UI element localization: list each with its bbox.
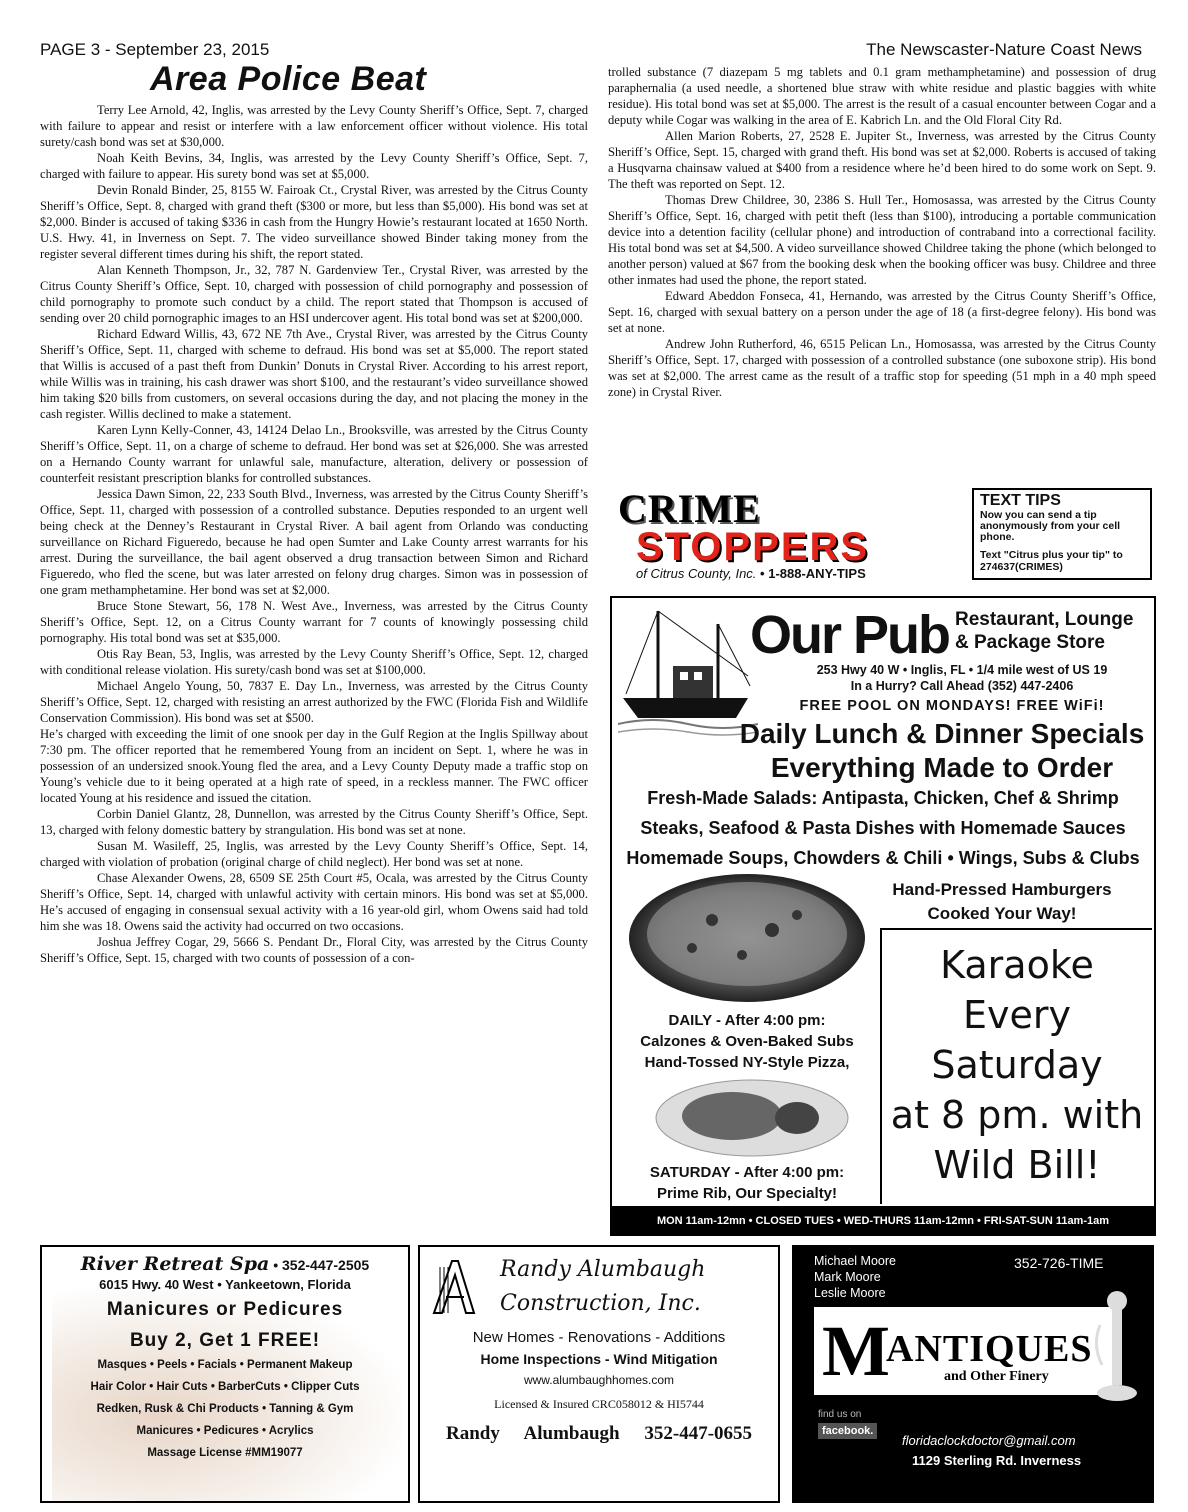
pub-burger-line2: Cooked Your Way! bbox=[927, 904, 1077, 923]
pub-menu-line: Homemade Soups, Chowders & Chili • Wings, Subs & Clubs bbox=[626, 848, 1140, 868]
pub-made-to-order: Everything Made to Order bbox=[770, 752, 1114, 783]
article-paragraph: Edward Abeddon Fonseca, 41, Hernando, was arrested by the Citrus County Sheriff’s Office, Sept. 16, charged with sexual battery on a person under the age of 18 (a first-degree felony). His bond was set at none. bbox=[608, 289, 1156, 335]
text-tips-line2: Text "Citrus plus your tip" to 274637(CRIMES) bbox=[980, 549, 1123, 573]
randy-inspections: Home Inspections - Wind Mitigation bbox=[480, 1351, 718, 1367]
article-paragraph: Terry Lee Arnold, 42, Inglis, was arrested by the Levy County Sheriff’s Office, Sept. 7, charged with failure to appear and resist or interfere with a law enforcement officer without violence. His total surety/cash bond was set at $30,000. bbox=[40, 103, 588, 149]
pub-address-line: 253 Hwy 40 W • Inglis, FL • 1/4 mile west of US 19 bbox=[816, 663, 1108, 677]
crime-stoppers-ad bbox=[618, 486, 958, 581]
page-date: PAGE 3 - September 23, 2015 bbox=[40, 40, 270, 59]
article-paragraph: Andrew John Rutherford, 46, 6515 Pelican Ln., Homosassa, was arrested by the Citrus County Sheriff’s Office, Sept. 17, charged with possession of a controlled substance (one suboxone strip). His bond was set at $2,000. The arrest came as the result of a traffic stop for speeding (51 mph in a 40 mph speed zone) in Crystal River. bbox=[608, 337, 1156, 399]
mantiques-email: floridaclockdoctor@gmail.com bbox=[902, 1433, 1076, 1448]
article-paragraph: Karen Lynn Kelly-Conner, 43, 14124 Delao Ln., Brooksville, was arrested by the Citrus County Sheriff’s Office, Sept. 11, on a charge of scheme to defraud. Her bond was set at $26,000. She was arrested on a Hernando County warrant for unlawful sale, manufacture, alteration, delivery or possession of counterfeit resistant prescription blanks for controlled substances. bbox=[40, 423, 588, 485]
spa-title: River Retreat Spa bbox=[80, 1253, 270, 1275]
pub-daily-after4 bbox=[612, 1010, 882, 1073]
pub-saturday bbox=[612, 1162, 882, 1204]
article-paragraph: Richard Edward Willis, 43, 672 NE 7th Ave., Crystal River, was arrested by the Citrus County Sheriff’s Office, Sept. 11, charged with scheme to defraud. His bond was set at $5,000. The report stated that Willis is accused of a past theft from Dunkin’ Donuts in Crystal River. According to his arrest report, while Willis was in training, his cash drawer was short $100, and the restaurant’s video surveillance showed him taking $20 bills from customers, on several occasions during the day, and not placing the money in the cash register. Willis declined to make a statement. bbox=[40, 327, 588, 421]
article-left-column bbox=[40, 102, 588, 1230]
randy-services: New Homes - Renovations - Additions bbox=[472, 1329, 726, 1346]
spa-service-line: Redken, Rusk & Chi Products • Tanning & Gym bbox=[96, 1403, 354, 1415]
article-title: Area Police Beat bbox=[150, 60, 427, 98]
crime-stoppers-logo-word1: CRIME bbox=[618, 486, 761, 531]
article-paragraph: Allen Marion Roberts, 27, 2528 E. Jupiter St., Inverness, was arrested by the Citrus County Sheriff’s Office, Sept. 15, charged with grand theft. His bond was set at $2,000. Roberts is accused of taking a Husqvarna chainsaw valued at $400 from a residence where he’d been hired to do some work on Sept. 9. The theft was reported on Sept. 12. bbox=[608, 129, 1156, 191]
pub-type bbox=[955, 608, 1133, 654]
mantiques-logo-m: M bbox=[822, 1311, 890, 1391]
spa-service-line: Masques • Peels • Facials • Permanent Makeup bbox=[97, 1359, 353, 1371]
text-tips-box bbox=[972, 488, 1152, 580]
randy-website: www.alumbaughhomes.com bbox=[523, 1373, 675, 1387]
karaoke-line: Every bbox=[963, 993, 1071, 1037]
text-tips-title: TEXT TIPS bbox=[980, 492, 1061, 509]
owner-name: Mark Moore bbox=[814, 1270, 881, 1284]
karaoke-line: at 8 pm. with bbox=[890, 1093, 1144, 1137]
randy-contact: Randy Alumbaugh 352-447-0655 bbox=[445, 1423, 753, 1444]
crime-stoppers-org: of Citrus County, Inc. bbox=[636, 566, 757, 581]
pub-daily-title: DAILY - After 4:00 pm: bbox=[668, 1012, 826, 1029]
randy-license: Licensed & Insured CRC058012 & HI5744 bbox=[494, 1397, 704, 1411]
randy-company-name bbox=[500, 1253, 705, 1321]
pub-name: Our Pub bbox=[750, 605, 949, 665]
pizza-image bbox=[622, 860, 872, 1010]
randy-name-line1: Randy Alumbaugh bbox=[500, 1257, 706, 1282]
spa-service-line: Hair Color • Hair Cuts • BarberCuts • Clipper Cuts bbox=[90, 1381, 360, 1393]
pub-daily-item: Hand-Tossed NY-Style Pizza, bbox=[644, 1054, 850, 1071]
mantiques-owners bbox=[814, 1253, 896, 1301]
pub-menu-line: Fresh-Made Salads: Antipasta, Chicken, Chef & Shrimp bbox=[647, 788, 1119, 808]
spa-license: Massage License #MM19077 bbox=[147, 1447, 303, 1459]
pub-menu-line: Steaks, Seafood & Pasta Dishes with Homemade Sauces bbox=[640, 818, 1126, 838]
pub-daily-specials: Daily Lunch & Dinner Specials bbox=[739, 718, 1145, 749]
pub-saturday-title: SATURDAY - After 4:00 pm: bbox=[649, 1164, 845, 1181]
karaoke-line: Saturday bbox=[931, 1043, 1103, 1087]
prime-rib-image bbox=[652, 1076, 852, 1160]
article-paragraph: Thomas Drew Childree, 30, 2386 S. Hull Ter., Homosassa, was arrested by the Citrus County Sheriff’s Office, Sept. 16, charged with petit theft (less than $100), introducing a portable communication device into a detention facility (cellular phone) and introduction of contraband into a correctional facility. His total bond was set at $4,500. A video surveillance showed Childree taking the phone (which belonged to another person) valued at $67 from the booking desk when the booking officer was busy. Childree and three other inmates had used the phone, the report stated. bbox=[608, 193, 1156, 287]
pub-phone-line: In a Hurry? Call Ahead (352) 447-2406 bbox=[850, 679, 1074, 693]
crime-stoppers-sub bbox=[636, 566, 958, 581]
our-pub-ad bbox=[610, 596, 1156, 1236]
antique-telephone-icon bbox=[1092, 1285, 1144, 1405]
article-paragraph: Corbin Daniel Glantz, 28, Dunnellon, was arrested by the Citrus County Sheriff’s Office, Sept. 13, charged with felony domestic battery by strangulation. His bond was set at none. bbox=[40, 807, 588, 837]
article-paragraph: Joshua Jeffrey Cogar, 29, 5666 S. Pendant Dr., Floral City, was arrested by the Citrus County Sheriff’s Office, Sept. 15, charged with two counts of possession of a con- bbox=[40, 935, 588, 965]
pub-free-pool: FREE POOL ON MONDAYS! FREE WiFi! bbox=[799, 698, 1105, 714]
pub-hours: MON 11am-12mn • CLOSED TUES • WED-THURS 11am-12mn • FRI-SAT-SUN 11am-1am bbox=[610, 1206, 1156, 1236]
randy-alumbaugh-ad bbox=[418, 1245, 780, 1503]
find-us-on: find us on bbox=[818, 1409, 862, 1420]
mantiques-ad bbox=[792, 1245, 1154, 1503]
article-paragraph: Noah Keith Bevins, 34, Inglis, was arrested by the Levy County Sheriff’s Office, Sept. 7, charged with failure to appear. His surety bond was set at $5,000. bbox=[40, 151, 588, 181]
pub-type-line1: Restaurant, Lounge bbox=[955, 609, 1134, 630]
mantiques-finery: and Other Finery bbox=[944, 1369, 1049, 1384]
crime-stoppers-phone: • 1-888-ANY-TIPS bbox=[760, 566, 866, 581]
mantiques-address: 1129 Sterling Rd. Inverness bbox=[912, 1453, 1082, 1468]
paper-name: The Newscaster-Nature Coast News bbox=[866, 40, 1142, 59]
article-paragraph: Susan M. Wasileff, 25, Inglis, was arrested by the Levy County Sheriff’s Office, Sept. 14, charged with violation of probation (original charge of child neglect). Her bond was set at none. bbox=[40, 839, 588, 869]
article-paragraph: Chase Alexander Owens, 28, 6509 SE 25th Court #5, Ocala, was arrested by the Citrus County Sheriff’s Office, Sept. 14, charged with unlawful activity with certain minors. His bond was set at $5,000. He’s accused of engaging in consensual sexual activity with a 16 year-old girl, whom Owens said had told him she was 18. Owens said the activity had occurred on two occasions. bbox=[40, 871, 588, 933]
article-paragraph: Michael Angelo Young, 50, 7837 E. Day Ln., Inverness, was arrested by the Citrus County Sheriff’s Office, Sept. 12, charged with resisting an arrest authorized by the FWC (Florida Fish and Wildlife Conservation Commission). His bond was set at $500. bbox=[40, 679, 588, 725]
spa-phone: • 352-447-2505 bbox=[269, 1257, 370, 1273]
owner-name: Leslie Moore bbox=[814, 1286, 886, 1300]
letter-a-logo-icon bbox=[430, 1257, 478, 1317]
article-right-column bbox=[608, 64, 1156, 484]
spa-promo-line2: Buy 2, Get 1 FREE! bbox=[129, 1330, 321, 1351]
karaoke-line: Wild Bill! bbox=[933, 1143, 1101, 1187]
article-paragraph: Alan Kenneth Thompson, Jr., 32, 787 N. Gardenview Ter., Crystal River, was arrested by the Citrus County Sheriff’s Office, Sept. 10, charged with possession of child pornography and possession of child pornography to promote such conduct by a child. The report stated that Thompson is accused of sending over 20 child pornographic images to an HSI undercover agent. His total bond was set at $200,000. bbox=[40, 263, 588, 325]
crime-stoppers-logo-word2: STOPPERS bbox=[636, 525, 870, 569]
karaoke-box bbox=[880, 928, 1152, 1204]
pub-hamburgers bbox=[852, 878, 1152, 926]
spa-service-line: Manicures • Pedicures • Acrylics bbox=[136, 1425, 314, 1437]
river-retreat-spa-ad bbox=[40, 1245, 410, 1503]
karaoke-line: Karaoke bbox=[940, 943, 1094, 987]
pub-address bbox=[772, 662, 1152, 694]
spa-name bbox=[42, 1253, 408, 1275]
article-paragraph: Bruce Stone Stewart, 56, 178 N. West Ave., Inverness, was arrested by the Citrus County Sheriff’s Office, Sept. 12, on a Citrus County warrant for 7 counts of knowingly possessing child pornography. His total bond was set at $35,000. bbox=[40, 599, 588, 645]
text-tips-line1: Now you can send a tip anonymously from your cell phone. bbox=[980, 509, 1121, 543]
facebook-icon: facebook. bbox=[818, 1423, 877, 1439]
article-paragraph: Jessica Dawn Simon, 22, 233 South Blvd., Inverness, was arrested by the Citrus County Sheriff’s Office, Sept. 11, charged with possession of a controlled substance. Deputies responded to an urgent well being check at the Denney’s Restaurant in Crystal River. A bail agent from Orlando was conducting surveillance on Richard Figueredo, because he had open Sumter and Lake County arrest warrants for his arrest. During the surveillance, the bail agent observed a drug transaction between Simon and Richard Figueredo, who fled the scene, but was later arrested on felony drug charges. Simon was in possession of one gram methamphetamine. Her bond was set at $2,000. bbox=[40, 487, 588, 597]
randy-name-line2: Construction, Inc. bbox=[500, 1291, 701, 1316]
owner-name: Michael Moore bbox=[814, 1254, 896, 1268]
pub-daily-item: Calzones & Oven-Baked Subs bbox=[640, 1033, 854, 1050]
article-paragraph: He’s charged with exceeding the limit of one snook per day in the Gulf Region at the Inglis Spillway about 7:30 pm. The officer reported that he remembered Young from an incident on Sept. 1, where he was in possession of an undersized snook.Young fled the area, and a Levy County Deputy made a traffic stop on Young’s vehicle due to it being operated at a high rate of speed, in a reckless manner. The FWC officer located Young at his residence and issued the citation. bbox=[40, 727, 588, 805]
spa-promo-line1: Manicures or Pedicures bbox=[106, 1299, 344, 1320]
spa-address: 6015 Hwy. 40 West • Yankeetown, Florida bbox=[99, 1277, 351, 1292]
fishing-boat-icon bbox=[618, 606, 758, 736]
mantiques-logo-word: ANTIQUES bbox=[886, 1328, 1093, 1370]
pub-type-line2: & Package Store bbox=[955, 632, 1105, 653]
article-paragraph: Devin Ronald Binder, 25, 8155 W. Fairoak Ct., Crystal River, was arrested by the Citrus County Sheriff’s Office, Sept. 8, charged with grand theft ($300 or more, but less than $5,000). His bond was set at $2,000. Binder is accused of taking $336 in cash from the Hungry Howie’s restaurant located at 1650 North. U.S. Hwy. 41, in Inverness on Sept. 7. The video surveillance showed Binder taking money from the register several different times during his shift, the report stated. bbox=[40, 183, 588, 261]
mantiques-logo bbox=[814, 1307, 1114, 1395]
mantiques-phone: 352-726-TIME bbox=[1014, 1255, 1104, 1271]
article-paragraph: trolled substance (7 diazepam 5 mg tablets and 0.1 gram methamphetamine) and possession of drug paraphernalia (a used needle, a shortened blue straw with white residue and plastic baggies with white residue). His total bond was set at $5,000. The arrest is the result of a casual encounter between Cogar and a deputy while Cogar was walking in the area of E. Kabrich Ln. and the Old Floral City Rd. bbox=[608, 65, 1156, 127]
pub-saturday-item: Prime Rib, Our Specialty! bbox=[656, 1185, 838, 1202]
pub-burger-line1: Hand-Pressed Hamburgers bbox=[892, 880, 1112, 899]
article-paragraph: Otis Ray Bean, 53, Inglis, was arrested by the Levy County Sheriff’s Office, Sept. 12, charged with conditional release violation. His surety/cash bond was set at $100,000. bbox=[40, 647, 588, 677]
